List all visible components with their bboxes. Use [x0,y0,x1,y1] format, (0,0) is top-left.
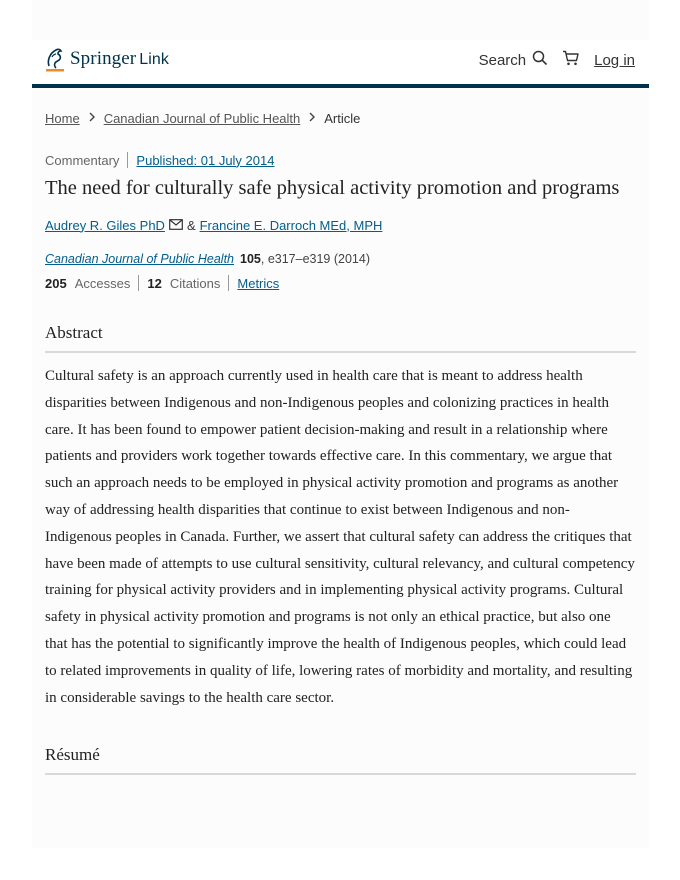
article-meta [45,150,636,170]
citations-label: Citations [169,275,221,291]
login-link[interactable]: Log in [594,51,635,69]
stats-divider [138,275,139,291]
author-link[interactable]: Audrey R. Giles PhD [45,217,165,233]
journal-link[interactable]: Canadian Journal of Public Health [45,252,235,266]
citation-details [240,252,370,266]
published-date-link[interactable]: Published: 01 July 2014 [136,152,275,168]
article-type: Commentary [45,152,120,168]
meta-divider [127,152,128,168]
author-separator: & [186,217,196,233]
accesses-count: 205 [45,275,67,291]
accesses-label: Accesses [74,275,131,291]
article-stats [45,273,636,293]
springer-link-logo[interactable] [44,46,169,72]
breadcrumb-home[interactable]: Home [45,110,80,126]
search-label: Search [478,51,527,69]
cart-icon [562,50,580,70]
search-button[interactable] [479,50,549,70]
author-link[interactable]: Francine E. Darroch MEd, MPH [199,217,383,233]
author-list [45,215,636,235]
breadcrumb-current: Article [324,110,361,126]
stats-divider [228,275,229,291]
pages-year: , e317–e319 (2014) [260,252,370,266]
article-content [45,104,636,775]
brand-suffix: Link [139,51,169,68]
header-actions [479,50,635,70]
search-icon [532,50,548,70]
envelope-icon[interactable] [169,218,183,233]
resume-heading: Résumé [45,745,636,775]
article-title: The need for culturally safe physical activity promotion and programs [45,177,620,199]
citations-count: 12 [147,275,162,291]
breadcrumb-journal[interactable]: Canadian Journal of Public Health [103,110,301,126]
metrics-link[interactable]: Metrics [237,275,280,291]
header-divider [32,84,649,88]
volume-number: 105 [240,252,261,266]
cart-button[interactable] [562,50,580,70]
brand-name [70,48,169,70]
springer-horse-logo-icon [44,46,66,72]
abstract-heading: Abstract [45,323,636,353]
brand-text: Springer [70,48,137,69]
abstract-text: Cultural safety is an approach currently used in health care that is meant to address health disparities between Indigenous and non-Indigenous peoples and colonizing practices in health care. It has been found to empower patient decision-making and result in a relationship where patients and providers work together towards effective care. In this commentary, we argue that such an approach needs to be employed in physical activity promotion and programs as another way of addressing health disparities that continue to exist between Indigenous and non-Indigenous peoples in Canada. Further, we assert that cultural safety can address the critiques that have been made of attempts to use cultural sensitivity, cultural relevancy, and cultural competency training for physical activity providers and in implementing physical activity programs. Cultural safety in physical activity promotion and programs is not only an ethical practice, but also one that has the potential to significantly improve the health of Indigenous peoples, which could lead to related improvements in quality of life, lowering rates of morbidity and mortality, and resulting in considerable savings to the health care sector. [45,368,635,706]
site-header [32,40,649,86]
chevron-right-icon [308,111,316,125]
breadcrumb [45,104,636,132]
citation-line [45,249,636,269]
chevron-right-icon [88,111,96,125]
